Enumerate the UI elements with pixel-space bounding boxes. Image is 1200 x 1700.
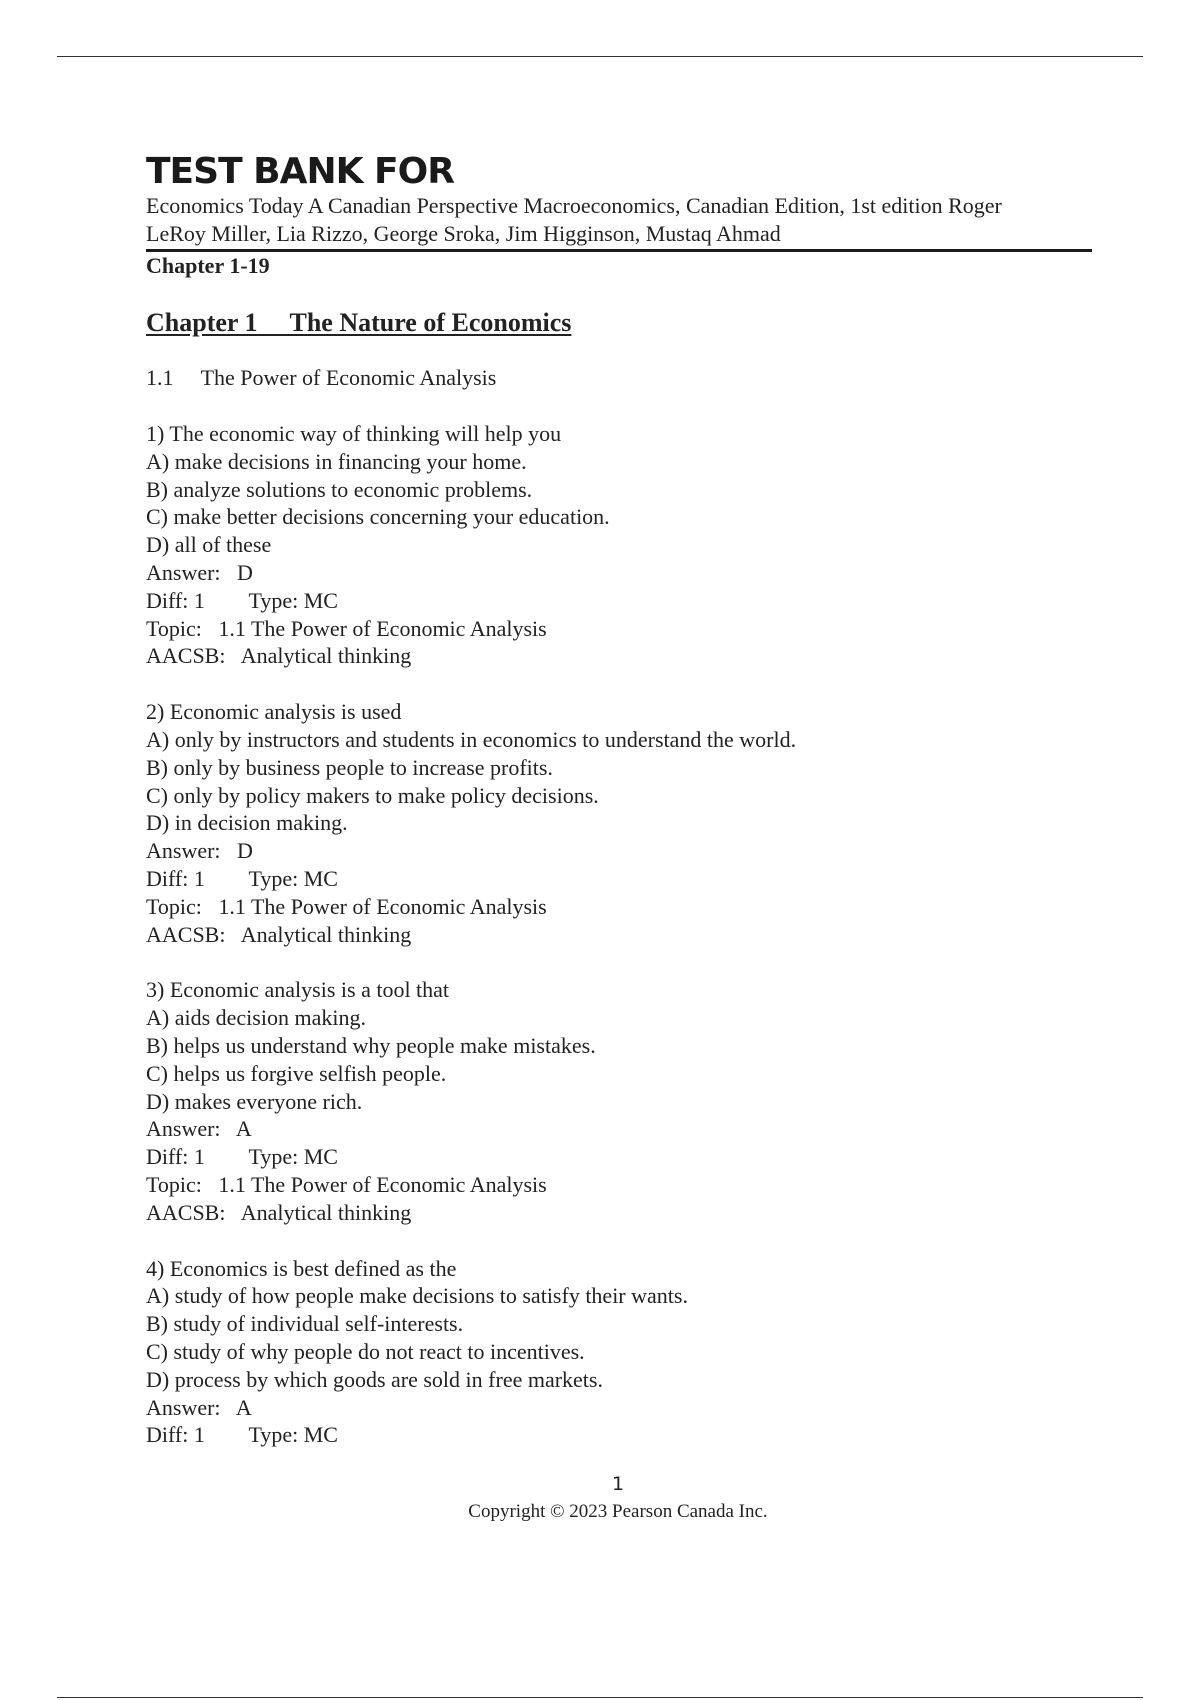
difficulty-line: Diff: 1 Type: MC: [146, 1422, 338, 1448]
difficulty-line: Diff: 1 Type: MC: [146, 1144, 338, 1170]
bottom-page-rule: [57, 1697, 1143, 1698]
option-c: C) study of why people do not react to incentives.: [146, 1338, 585, 1364]
option-a: A) only by instructors and students in economics to understand the world.: [146, 726, 797, 752]
option-b: B) only by business people to increase profits.: [146, 754, 553, 780]
difficulty-line: Diff: 1 Type: MC: [146, 865, 338, 891]
book-info-line-1: Economics Today A Canadian Perspective Macroeconomics, Canadian Edition, 1st edition Roger: [146, 193, 1002, 218]
option-b: B) study of individual self-interests.: [146, 1311, 464, 1337]
option-d: D) all of these: [146, 532, 272, 558]
answer-line: Answer: D: [146, 838, 253, 864]
option-d: D) in decision making.: [146, 810, 348, 836]
answer-line: Answer: A: [146, 1394, 252, 1420]
option-a: A) aids decision making.: [146, 1005, 366, 1031]
chapter-range: Chapter 1-19: [146, 253, 270, 278]
document-page: [146, 152, 1092, 1449]
option-a: A) make decisions in financing your home.: [146, 448, 527, 474]
question-2: [146, 698, 1092, 948]
question-4: [146, 1255, 1092, 1450]
option-b: B) helps us understand why people make mistakes.: [146, 1032, 596, 1058]
option-c: C) helps us forgive selfish people.: [146, 1060, 447, 1086]
option-d: D) process by which goods are sold in free markets.: [146, 1366, 603, 1392]
page-number: 1: [611, 1473, 625, 1495]
aacsb-line: AACSB: Analytical thinking: [146, 643, 412, 669]
question-1: [146, 420, 1092, 670]
question-stem: 1) The economic way of thinking will help you: [146, 421, 562, 446]
difficulty-line: Diff: 1 Type: MC: [146, 587, 338, 613]
book-info: [146, 192, 1092, 249]
aacsb-line: AACSB: Analytical thinking: [146, 1199, 412, 1225]
top-page-rule: [57, 56, 1143, 57]
answer-line: Answer: A: [146, 1116, 252, 1142]
option-b: B) analyze solutions to economic problems.: [146, 476, 533, 502]
document-title: TEST BANK FOR: [146, 151, 454, 192]
question-stem: 4) Economics is best defined as the: [146, 1255, 457, 1281]
topic-line: Topic: 1.1 The Power of Economic Analysis: [146, 1171, 547, 1197]
topic-line: Topic: 1.1 The Power of Economic Analysis: [146, 893, 547, 919]
topic-line: Topic: 1.1 The Power of Economic Analysis: [146, 615, 547, 641]
question-stem: 3) Economic analysis is a tool that: [146, 977, 450, 1003]
aacsb-line: AACSB: Analytical thinking: [146, 921, 412, 947]
option-a: A) study of how people make decisions to satisfy their wants.: [146, 1283, 688, 1309]
option-c: C) make better decisions concerning your education.: [146, 504, 610, 530]
copyright-notice: Copyright © 2023 Pearson Canada Inc.: [468, 1501, 768, 1522]
book-info-line-2: LeRoy Miller, Lia Rizzo, George Sroka, Jim Higginson, Mustaq Ahmad: [146, 221, 781, 246]
section-heading: 1.1 The Power of Economic Analysis: [146, 365, 497, 390]
answer-line: Answer: D: [146, 559, 253, 585]
option-d: D) makes everyone rich.: [146, 1088, 363, 1114]
question-stem: 2) Economic analysis is used: [146, 699, 402, 725]
option-c: C) only by policy makers to make policy decisions.: [146, 782, 599, 808]
question-3: [146, 976, 1092, 1226]
chapter-heading: Chapter 1 The Nature of Economics: [146, 308, 572, 337]
